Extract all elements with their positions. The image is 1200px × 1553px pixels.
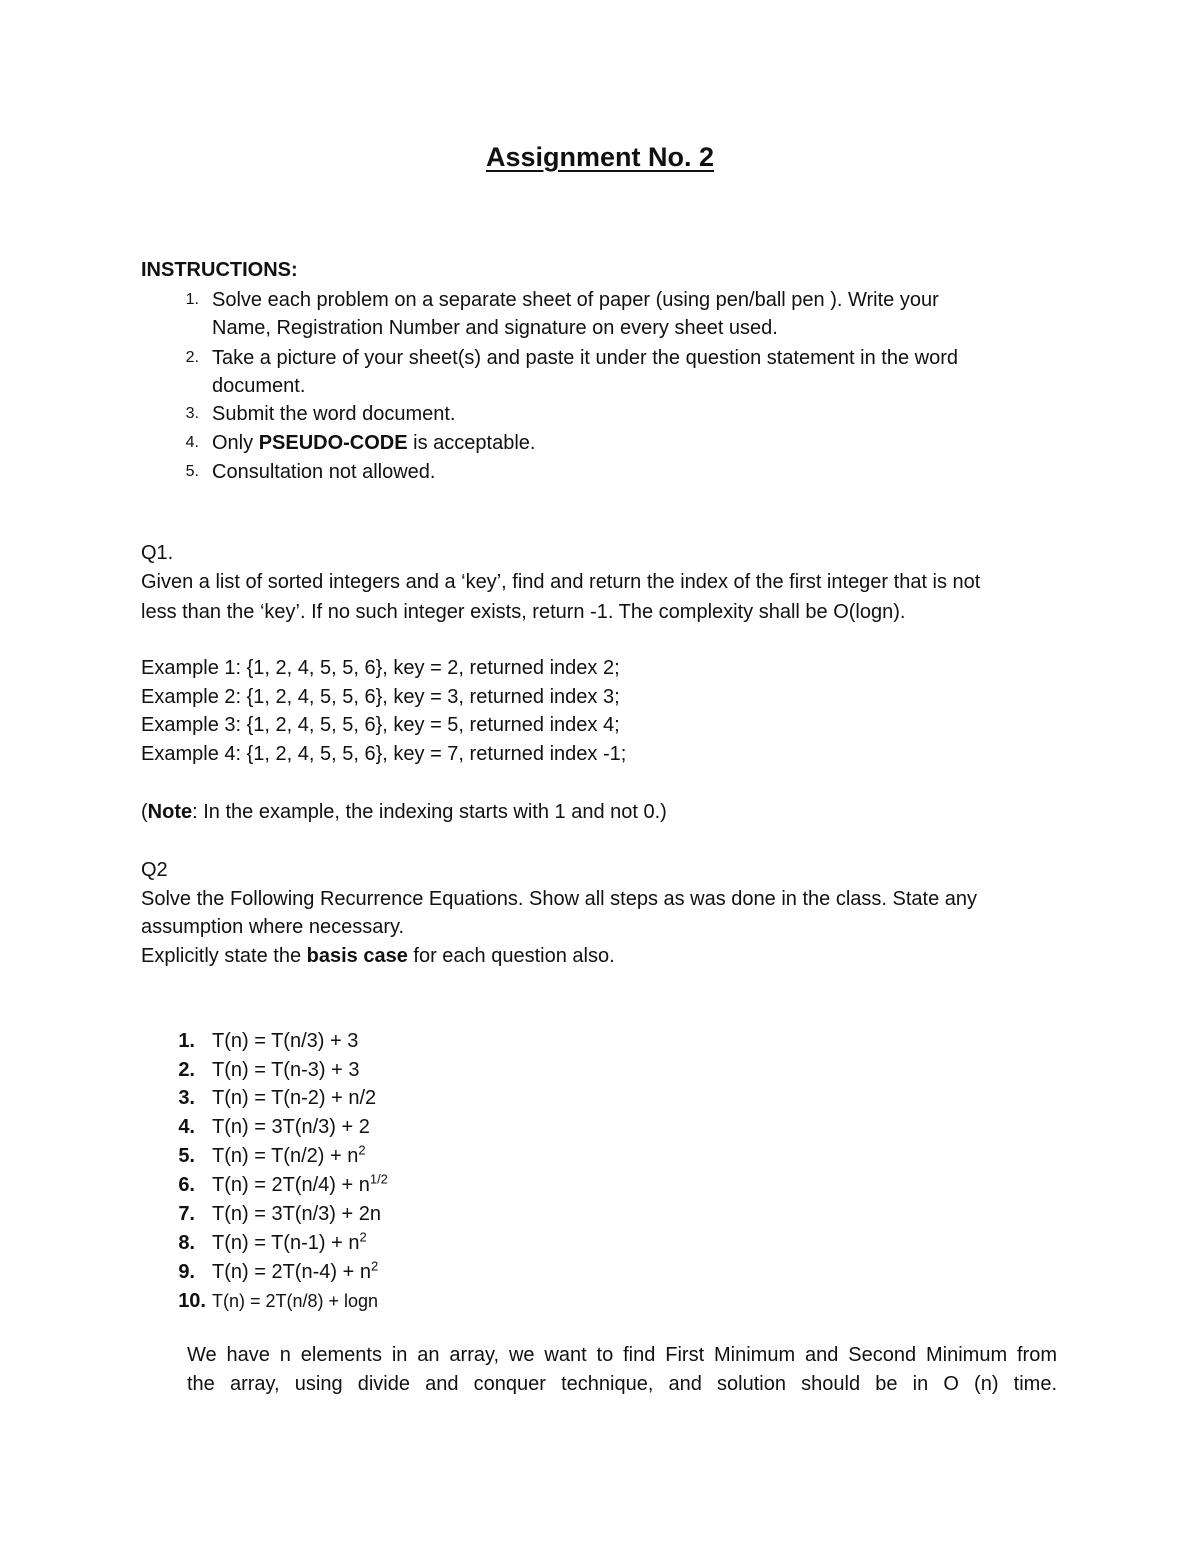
recurrence-number: 8. <box>178 1232 195 1254</box>
recurrence-text: T(n) = 3T(n/3) + 2 <box>212 1116 370 1138</box>
q2-statement: Solve the Following Recurrence Equations. Show all steps as was done in the class. State any <box>141 888 978 910</box>
q1-example: Example 2: {1, 2, 4, 5, 5, 6}, key = 3, returned index 3; <box>141 686 620 708</box>
recurrence-number: 7. <box>178 1203 195 1225</box>
q3-statement: We have n elements in an array, we want to find First Minimum and Second Minimum from <box>187 1344 1057 1366</box>
recurrence-text: T(n) = 3T(n/3) + 2n <box>212 1203 381 1225</box>
instruction-number: 2. <box>185 349 199 366</box>
recurrence-exponent: 1/2 <box>369 1171 388 1187</box>
recurrence-number: 6. <box>178 1174 195 1196</box>
recurrence-number: 10. <box>178 1290 206 1312</box>
q1-example: Example 1: {1, 2, 4, 5, 5, 6}, key = 2, returned index 2; <box>141 657 620 679</box>
instruction-text: Submit the word document. <box>212 403 456 425</box>
recurrence-equation <box>212 1084 376 1112</box>
q1-statement: less than the ‘key’. If no such integer exists, return -1. The complexity shall be O(logn). <box>141 601 906 623</box>
instruction-text: Name, Registration Number and signature on every sheet used. <box>212 317 778 339</box>
recurrence-number: 4. <box>178 1116 195 1138</box>
q1-example: Example 3: {1, 2, 4, 5, 5, 6}, key = 5, returned index 4; <box>141 714 620 736</box>
recurrence-text: T(n) = T(n-3) + 3 <box>212 1059 360 1081</box>
instruction-text-post: is acceptable. <box>407 432 536 454</box>
recurrence-equation <box>212 1258 378 1286</box>
q1-statement: Given a list of sorted integers and a ‘key’, find and return the index of the first integer that is not <box>141 571 981 593</box>
q2-statement <box>141 942 615 970</box>
recurrence-number: 3. <box>178 1087 195 1109</box>
recurrence-text: T(n) = 2T(n/8) + logn <box>212 1291 379 1311</box>
instruction-text: document. <box>212 375 306 397</box>
recurrence-text: T(n) = 2T(n/4) + n <box>212 1174 370 1196</box>
q1-note <box>141 798 667 826</box>
pseudo-code-emphasis: PSEUDO-CODE <box>258 432 408 454</box>
recurrence-exponent: 2 <box>358 1142 366 1158</box>
recurrence-number: 2. <box>178 1059 195 1081</box>
recurrence-equation <box>212 1229 367 1257</box>
recurrence-equation <box>212 1056 359 1084</box>
instruction-text <box>212 429 535 457</box>
instruction-text: Take a picture of your sheet(s) and paste it under the question statement in the word <box>212 347 958 369</box>
recurrence-number: 9. <box>178 1261 195 1283</box>
instruction-number: 5. <box>185 463 199 480</box>
q3-statement: the array, using divide and conquer technique, and solution should be in O (n) time. <box>187 1373 1057 1395</box>
recurrence-equation <box>212 1142 366 1170</box>
recurrence-text: T(n) = T(n-1) + n <box>212 1232 360 1254</box>
recurrence-number: 5. <box>178 1145 195 1167</box>
q2-label: Q2 <box>141 859 168 881</box>
note-open: ( <box>141 801 148 823</box>
recurrence-equation <box>212 1200 381 1228</box>
page-title: Assignment No. 2 <box>485 142 715 172</box>
recurrence-text: T(n) = T(n-2) + n/2 <box>212 1087 377 1109</box>
recurrence-number: 1. <box>178 1030 195 1052</box>
recurrence-text: T(n) = T(n/2) + n <box>212 1145 359 1167</box>
q2-statement: assumption where necessary. <box>141 916 405 938</box>
recurrence-equation <box>212 1027 358 1055</box>
instruction-number: 1. <box>185 291 199 308</box>
recurrence-text: T(n) = T(n/3) + 3 <box>212 1030 359 1052</box>
instruction-text: Consultation not allowed. <box>212 461 436 483</box>
recurrence-exponent: 2 <box>359 1229 367 1245</box>
q1-example: Example 4: {1, 2, 4, 5, 5, 6}, key = 7, returned index -1; <box>141 743 627 765</box>
instruction-text: Solve each problem on a separate sheet of paper (using pen/ball pen ). Write your <box>212 289 939 311</box>
recurrence-text: T(n) = 2T(n-4) + n <box>212 1261 371 1283</box>
q2-basis-post: for each question also. <box>407 945 615 967</box>
instructions-heading: INSTRUCTIONS: <box>141 259 298 281</box>
instruction-text-pre: Only <box>212 432 259 454</box>
recurrence-equation <box>212 1171 388 1199</box>
instruction-number: 4. <box>185 434 199 451</box>
instruction-number: 3. <box>185 405 199 422</box>
recurrence-equation <box>212 1113 370 1141</box>
note-label: Note <box>147 801 193 823</box>
basis-case-emphasis: basis case <box>306 945 408 967</box>
note-text: : In the example, the indexing starts with 1 and not 0.) <box>192 801 667 823</box>
recurrence-exponent: 2 <box>370 1258 379 1274</box>
q1-label: Q1. <box>141 542 174 564</box>
q2-basis-pre: Explicitly state the <box>141 945 307 967</box>
recurrence-equation <box>212 1287 378 1315</box>
